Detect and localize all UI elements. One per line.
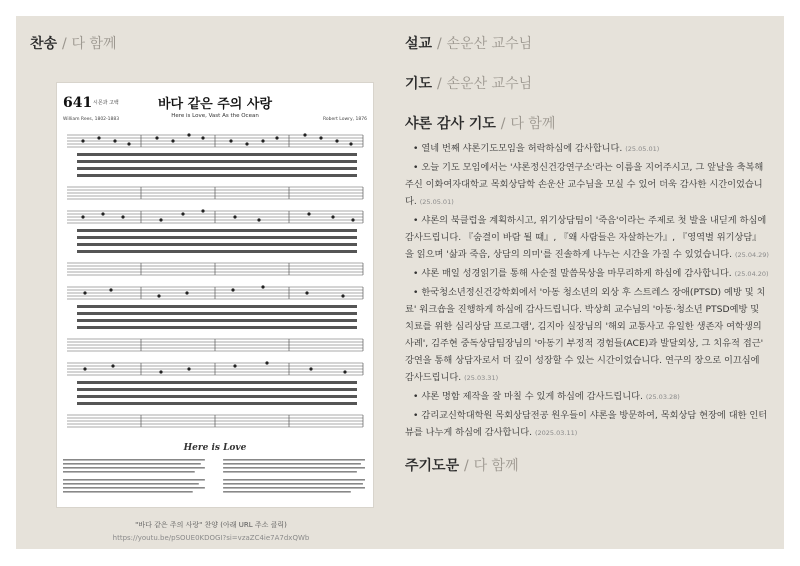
thanks-item-text: • 열네 번째 샤론기도모임을 허락하심에 감사합니다. (413, 143, 623, 154)
prayer-heading (405, 74, 769, 94)
lords-prayer-separator: / (463, 458, 469, 474)
thanks-item-date: (25.03.28) (645, 393, 680, 401)
thanks-item (405, 407, 769, 442)
hymn-separator: / (61, 36, 67, 52)
thanks-item-date: (25.04.29) (734, 251, 769, 259)
hymn-sheet-music (56, 82, 374, 508)
prayer-who: 손운산 교수님 (446, 76, 533, 92)
thanks-item (405, 212, 769, 264)
prayer-heading-label: 기도 (405, 76, 433, 92)
hymn-title: 바다 같은 주의 사랑 (157, 97, 273, 112)
hymn-number: 641 (63, 95, 93, 111)
thanks-item-date: (25.04.20) (734, 270, 769, 278)
verse-text-lines (63, 457, 367, 501)
hymn-heading-label: 찬송 (30, 36, 58, 52)
thanks-heading-label: 샤론 감사 기도 (405, 116, 496, 132)
sermon-who: 손운산 교수님 (446, 36, 533, 52)
thanks-item-text: • 샤론 명함 제작을 잘 마칠 수 있게 하심에 감사드립니다. (413, 391, 643, 402)
hymn-header (63, 89, 367, 129)
thanks-list (405, 140, 769, 442)
thanks-item-text: • 샤론의 북클럽을 계획하시고, 위기상담팀이 '죽음'이라는 주제로 첫 발을 내딛게 하심에 감사드립니다. 『숨결이 바람 될 때』, 『왜 사람들은 자살하는가』, 『영역별 위기상담』을 읽으며 '삶과 죽음, 상담의 의미'를 진솔하게 나누는 시간을 가질 수 있었습니다. (405, 215, 767, 260)
lords-prayer-heading (405, 456, 769, 476)
thanks-item-date: (2025.03.11) (534, 429, 578, 437)
music-staffs (63, 129, 367, 441)
hymn-who: 다 함께 (71, 36, 117, 52)
bulletin-page (16, 16, 784, 549)
hymn-video-link[interactable]: https://youtu.be/pSOUE0KDOGI?si=vzaZC4ie7A7dxQWb (112, 534, 310, 542)
thanks-item (405, 159, 769, 211)
thanks-separator: / (500, 116, 506, 132)
thanks-item-text: • 오늘 기도 모임에서는 '샤론정신건강연구소'라는 이름을 지어주시고, 그 앞날을 축복해 주신 이화여자대학교 목회상담학 손운산 교수님을 모실 수 있어 더욱 감사한 시간이었습니다. (405, 162, 764, 207)
sermon-heading-label: 설교 (405, 36, 433, 52)
thanks-item-date: (25.05.01) (419, 198, 454, 206)
hymn-caption: "바다 같은 주의 사랑" 찬양 (아래 URL 주소 클릭) (135, 521, 287, 529)
thanks-item (405, 388, 769, 406)
thanks-item (405, 284, 769, 387)
thanks-item (405, 140, 769, 158)
sermon-heading (405, 34, 769, 54)
thanks-item-text: • 한국청소년정신건강학회에서 '아동 청소년의 외상 후 스트레스 장애(PTSD) 예방 및 치료' 워크숍을 진행하게 하심에 감사드립니다. 박상희 교수님의 '아동·청소년 PTSD예방 및 치료를 위한 심리상담 프로그램', 김지아 실장님의 '해외 교통사고 유일한 생존자 여학생의 사례', 김주현 중독상담팀장님의 '아동기 부정적 경험들(ACE)과 발달외상, 그 치유적 접근' 강연을 통해 상담자로서 더 깊이 성장할 수 있는 시간이었습니다. 연구의 장으로 이끄심에 감사드립니다. (405, 287, 766, 383)
hymn-tune: 시몬과 고백 (93, 100, 119, 106)
hymn-section (30, 34, 392, 542)
hymn-refrain-label: Here is Love (183, 443, 247, 453)
thanks-item-date: (25.05.01) (625, 145, 660, 153)
lords-prayer-heading-label: 주기도문 (405, 458, 460, 474)
prayer-separator: / (436, 76, 442, 92)
thanks-who: 다 함께 (510, 116, 556, 132)
thanks-item-text: • 감리교신학대학원 목회상담전공 원우들이 샤론을 방문하여, 목회상담 현장에 대한 인터뷰를 나누게 하심에 감사합니다. (405, 410, 768, 438)
lords-prayer-who: 다 함께 (473, 458, 519, 474)
thanks-item-text: • 샤론 매일 성경읽기를 통해 사순절 말씀묵상을 마무리하게 하심에 감사합니다. (413, 268, 732, 279)
worship-order (405, 34, 769, 476)
thanks-item (405, 265, 769, 283)
hymn-lyricist: William Rees, 1802-1883 (63, 117, 120, 122)
thanks-item-date: (25.03.31) (464, 374, 499, 382)
sermon-separator: / (436, 36, 442, 52)
hymn-subtitle: Here is Love, Vast As the Ocean (171, 113, 259, 119)
hymn-composer: Robert Lowry, 1876 (322, 117, 367, 122)
hymn-english-verses (63, 457, 367, 501)
hymn-heading (30, 34, 392, 54)
thanks-heading (405, 114, 769, 134)
